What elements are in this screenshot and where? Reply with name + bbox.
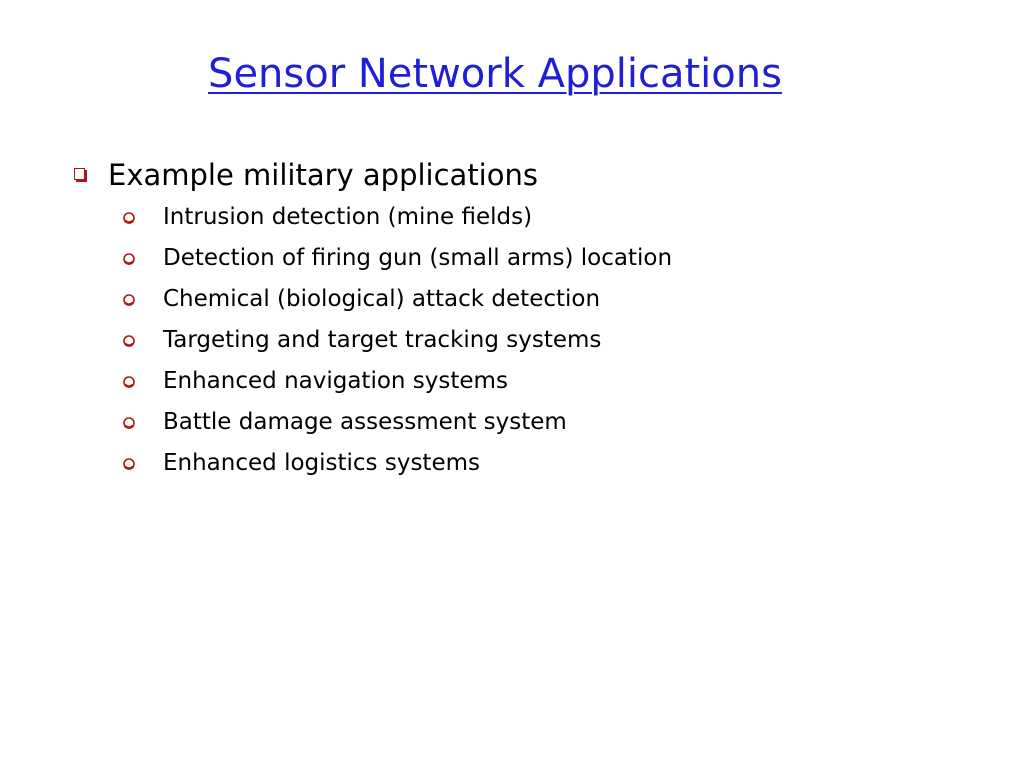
- bullet-list: [70, 153, 970, 484]
- checkbox-square-icon: [74, 168, 85, 180]
- sub-bullet-text: Battle damage assessment system: [163, 409, 567, 435]
- sub-bullet-text: Targeting and target tracking systems: [163, 327, 602, 353]
- bullet-text: Example military applications: [108, 158, 538, 192]
- sub-bullet-item: [70, 443, 970, 484]
- hollow-circle-bullet-icon: [122, 252, 136, 266]
- sub-bullet-text: Intrusion detection (mine fields): [163, 204, 533, 230]
- hollow-circle-bullet-icon: [122, 211, 136, 225]
- hollow-circle-bullet-icon: [122, 334, 136, 348]
- sub-bullet-text: Chemical (biological) attack detection: [163, 286, 601, 312]
- sub-bullet-item: [70, 320, 970, 361]
- sub-bullet-text: Enhanced navigation systems: [163, 368, 508, 394]
- sub-bullet-text: Enhanced logistics systems: [163, 450, 480, 476]
- sub-bullet-item: [70, 361, 970, 402]
- hollow-circle-bullet-icon: [122, 416, 136, 430]
- sub-bullet-item: [70, 402, 970, 443]
- sub-bullet-item: [70, 197, 970, 238]
- hollow-circle-bullet-icon: [122, 293, 136, 307]
- slide-title: Sensor Network Applications: [208, 51, 782, 97]
- sub-bullet-item: [70, 238, 970, 279]
- sub-bullet-list: [70, 197, 970, 484]
- sub-bullet-item: [70, 279, 970, 320]
- sub-bullet-text: Detection of firing gun (small arms) location: [163, 245, 673, 271]
- hollow-circle-bullet-icon: [122, 457, 136, 471]
- bullet-item: [70, 153, 970, 197]
- hollow-circle-bullet-icon: [122, 375, 136, 389]
